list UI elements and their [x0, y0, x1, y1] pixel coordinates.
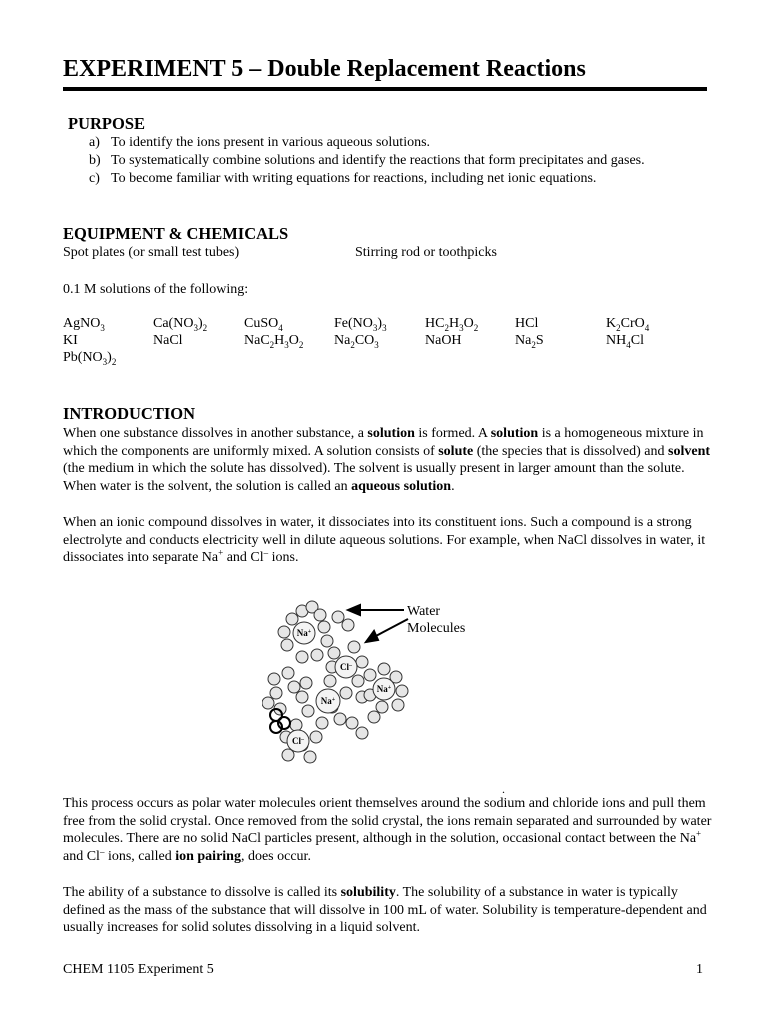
page-title: EXPERIMENT 5 – Double Replacement Reactions	[63, 56, 586, 82]
svg-text:Na+: Na+	[296, 628, 312, 638]
chemical-nac2h3o2: $NaC_2H_3O_2$	[244, 333, 304, 350]
purpose-heading: PURPOSE	[68, 114, 146, 133]
intro-paragraph-3: This process occurs as polar water molecules orient themselves around the sodium and chloride ions and pull them free from the solid crystal. Once removed from the solid crystal, the ions remain separated and surrounded by water molecules. There are no solid NaCl particles present, although in the solution, occasional contact between the Na+ and Cl– ions, called ion pairing, does occur.	[63, 796, 712, 864]
introduction-heading: INTRODUCTION	[63, 404, 196, 423]
svg-text:Cl–: Cl–	[340, 662, 352, 672]
stray-dot: .	[502, 782, 505, 796]
chemical-cano32: $Ca(NO_3)_2$	[153, 316, 208, 333]
equipment-heading: EQUIPMENT & CHEMICALS	[63, 224, 289, 243]
water-molecules-label-line1: Water	[407, 604, 441, 619]
chemical-nacl: NaCl	[153, 333, 183, 348]
solutions-intro: 0.1 M solutions of the following:	[63, 282, 249, 297]
chemical-agno3: AgNO$_3$	[63, 316, 105, 333]
chemical-nh4cl: $NH_4Cl$	[606, 333, 644, 350]
purpose-list	[63, 134, 645, 188]
chemical-hcl: HCl	[515, 316, 539, 331]
chemical-hc2h3o2: $HC_2H_3O_2$	[425, 316, 479, 333]
chemical-pbno32: $Pb(NO_3)_2$	[63, 350, 117, 367]
equipment-item-stirring-rod: Stirring rod or toothpicks	[355, 245, 497, 260]
intro-paragraph-4: The ability of a substance to dissolve is called its solubility. The solubility of a substance in water is typically defined as the mass of the substance that will dissolve in 100 mL of water. Solubility is temperature-dependent and usually increases for solid solutes dissolving in a liquid solvent.	[63, 885, 707, 936]
svg-text:Na+: Na+	[376, 684, 392, 694]
equipment-item-spot-plates: Spot plates (or small test tubes)	[63, 245, 240, 260]
purpose-item: b) To systematically combine solutions and identify the reactions that form precipitates and gases.	[89, 153, 645, 168]
chemical-naoh: NaOH	[425, 333, 462, 348]
intro-paragraph-2: When an ionic compound dissolves in water, it dissociates into its constituent ions. Such a compound is a strong electrolyte and conducts electricity well in dilute aqueous solutions. For example, when NaCl dissolves in water, it dissociates into separate Na+ and Cl– ions.	[63, 515, 706, 566]
purpose-item: a) To identify the ions present in various aqueous solutions.	[89, 135, 431, 150]
nacl-dissolution-diagram	[262, 597, 482, 777]
purpose-item: c) To become familiar with writing equations for reactions, including net ionic equations.	[89, 171, 597, 186]
intro-paragraph-1: When one substance dissolves in another substance, a solution is formed. A solution is a homogeneous mixture in which the components are uniformly mixed. A solution consists of solute (the species that is dissolved) and solvent (the medium in which the solute has dissolved). The solvent is usually present in larger amount than the solute. When water is the solvent, the solution is called an aqueous solution.	[63, 426, 711, 494]
water-molecules-label-line2: Molecules	[407, 621, 466, 636]
title-underline	[63, 87, 707, 91]
footer-course: CHEM 1105 Experiment 5	[63, 962, 214, 977]
chemical-cuso4: CuSO$_4$	[244, 316, 283, 333]
chemical-na2s: $Na_2S$	[515, 333, 544, 350]
svg-text:Na+: Na+	[320, 696, 336, 706]
svg-text:Cl–: Cl–	[292, 736, 304, 746]
chemical-feno33: $Fe(NO_3)_3$	[334, 316, 387, 333]
chemical-ki: KI	[63, 333, 78, 348]
chemical-na2co3: $Na_2CO_3$	[334, 333, 379, 350]
chemical-k2cro4: $K_2CrO_4$	[606, 316, 650, 333]
footer-page-number: 1	[696, 962, 703, 977]
